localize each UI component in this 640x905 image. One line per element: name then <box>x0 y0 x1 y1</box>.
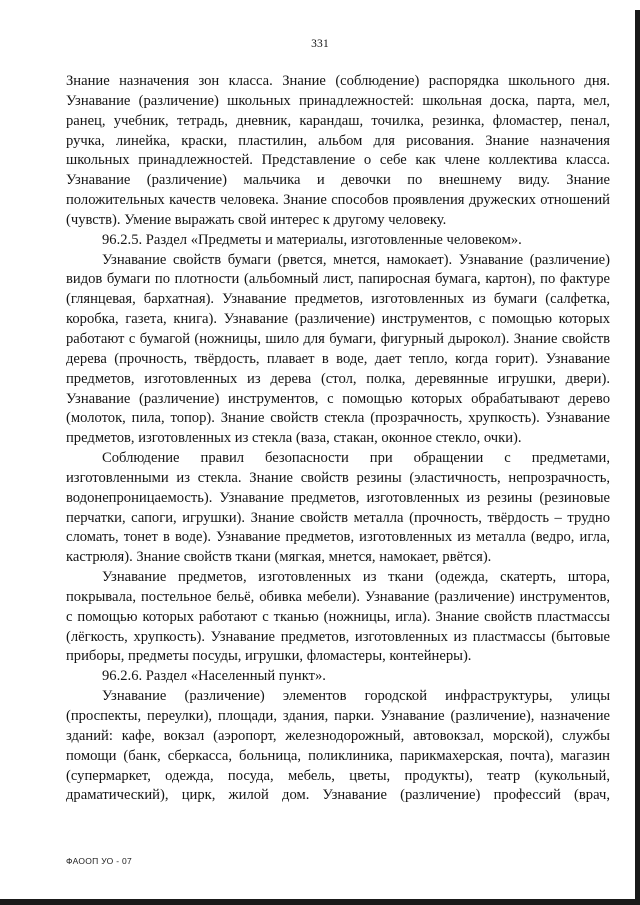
section-heading-objects-materials: 96.2.5. Раздел «Предметы и материалы, изготовленные человеком». <box>102 231 522 248</box>
paragraph-school-items: Знание назначения зон класса. Знание (соблюдение) распорядка школьного дня. Узнавание (различение) школьных принадлежностей: школьная доска, парта, мел, ранец, учебник, тетрадь, дневник, карандаш, точилка, резинка, фломастер, пенал, ручка, линейка, краски, пластилин, альбом для рисования. Знание назначения школьных принадлежностей. Представление о себе как члене коллектива класса. Узнавание (различение) мальчика и девочки по внешнему виду. Знание положительных качеств человека. Знание способов проявления дружеских отношений (чувств). Умение выражать свой интерес к другому человеку. <box>66 73 610 228</box>
section-heading-settlement: 96.2.6. Раздел «Населенный пункт». <box>102 668 326 685</box>
body-text <box>66 72 610 806</box>
paragraph-rubber-metal-fabric: Соблюдение правил безопасности при обращении с предметами, изготовленными из стекла. Знание свойств резины (эластичность, непрозрачность, водонепроницаемость). Узнавание предметов, изготовленных из резины (резиновые перчатки, сапоги, игрушки). Знание свойств металла (прочность, твёрдость – трудно сломать, тонет в воде). Узнавание предметов, изготовленных из металла (ведро, игла, кастрюля). Знание свойств ткани (мягкая, мнется, намокает, рвётся). <box>66 450 610 566</box>
page-number: 331 <box>311 38 329 50</box>
paragraph-fabric-plastic: Узнавание предметов, изготовленных из ткани (одежда, скатерть, штора, покрывала, постельное бельё, обивка мебели). Узнавание (различение) инструментов, с помощью которых работают с тканью (ножницы, игла). Знание свойств пластмассы (лёгкость, хрупкость). Узнавание предметов, изготовленных из пластмассы (бытовые приборы, предметы посуды, игрушки, фломастеры, контейнеры). <box>66 569 610 665</box>
scan-edge-bottom <box>0 899 640 905</box>
paragraph-paper-wood-glass: Узнавание свойств бумаги (рвется, мнется, намокает). Узнавание (различение) видов бумаги по плотности (альбомный лист, папиросная бумага, картон), по фактуре (глянцевая, бархатная). Узнавание предметов, изготовленных из бумаги (салфетка, коробка, газета, книга). Узнавание (различение) инструментов, с помощью которых работают с бумагой (ножницы, шило для бумаги, фигурный дырокол). Знание свойств дерева (прочность, твёрдость, плавает в воде, дает тепло, когда горит). Узнавание предметов, изготовленных из дерева (стол, полка, деревянные игрушки, двери). Узнавание (различение) инструментов, с помощью которых обрабатывают дерево (молоток, пила, топор). Знание свойств стекла (прозрачность, хрупкость). Узнавание предметов, изготовленных из стекла (ваза, стакан, оконное стекло, очки). <box>66 251 610 447</box>
footer-document-code: ФАООП УО - 07 <box>66 856 133 866</box>
paragraph-city-infrastructure: Узнавание (различение) элементов городской инфраструктуры, улицы (проспекты, переулки), площади, здания, парки. Узнавание (различение), назначение зданий: кафе, вокзал (аэропорт, железнодорожный, автовокзал, морской), службы помощи (банк, сберкасса, больница, поликлиника, парикмахерская, почта), магазин (супермаркет, одежда, посуда, мебель, цветы, продукты), театр (кукольный, драматический), цирк, жилой дом. Узнавание (различение) профессий (врач, <box>66 688 610 804</box>
scan-edge-right <box>635 10 640 905</box>
